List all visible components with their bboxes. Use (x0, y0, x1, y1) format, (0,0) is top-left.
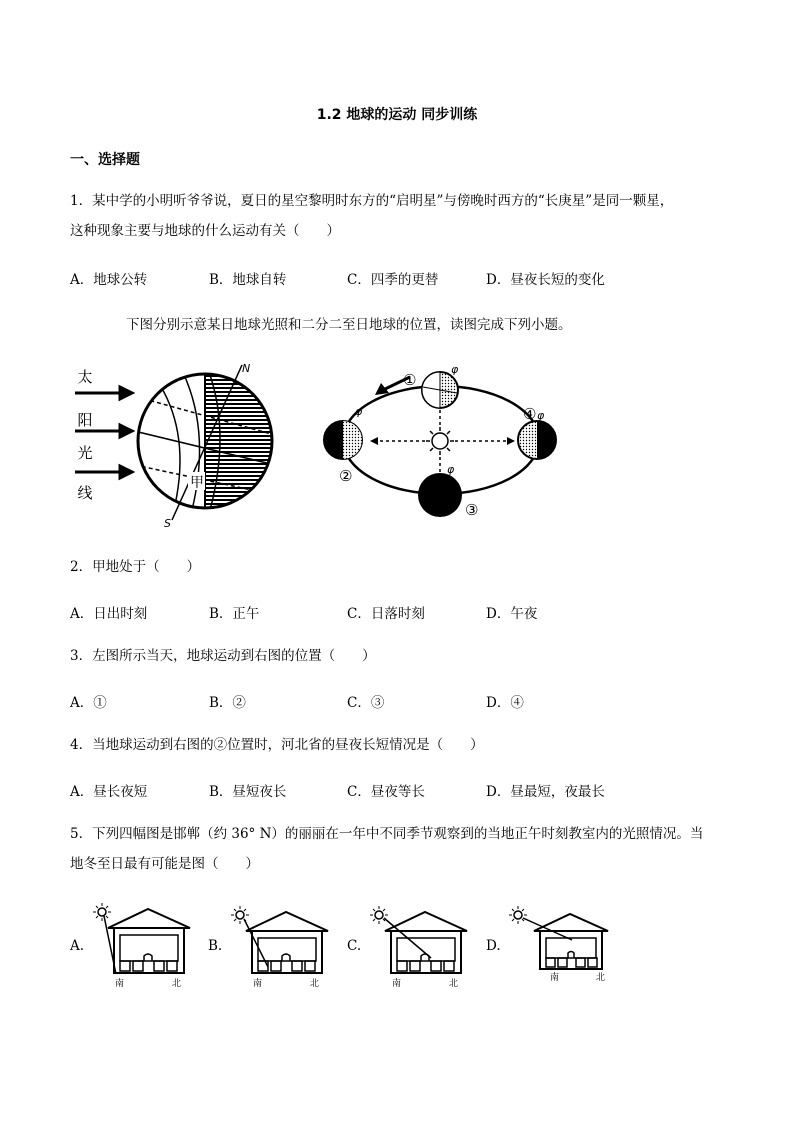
position-label-1: ① (403, 371, 417, 389)
q3-option-c: C．③ (347, 695, 385, 711)
classroom-figure-a (90, 900, 200, 990)
classroom-figure-b (228, 900, 338, 990)
sun-char-2: 阳 (77, 411, 93, 429)
south-pole-label: S (164, 517, 171, 530)
q2-option-a: A．日出时刻 (70, 606, 148, 622)
earth-position-4 (518, 421, 556, 459)
sunlight-arrows (75, 387, 132, 478)
q1-option-d: D．昼夜长短的变化 (486, 272, 605, 288)
earth-position-3 (418, 473, 462, 517)
north-label-b: 北 (310, 979, 320, 989)
globe (130, 365, 285, 525)
section-heading: 一、选择题 (70, 152, 140, 168)
classroom-figure-d (506, 900, 616, 990)
q5-option-b: B. (208, 938, 223, 954)
question-3: 3．左图所示当天，地球运动到右图的位置（ ） (70, 648, 376, 664)
sun-char-1: 太 (77, 368, 93, 386)
q5-option-d: D. (486, 938, 501, 954)
south-label-c: 南 (392, 979, 402, 989)
q1-option-b: B．地球自转 (209, 272, 287, 288)
question-2: 2．甲地处于（ ） (70, 559, 201, 575)
north-label-d: 北 (596, 973, 606, 983)
question-5-line1: 5．下列四幅图是邯郸（约 36° N）的丽丽在一年中不同季节观察到的当地正午时刻教室内的光照情况。当 (70, 826, 704, 842)
axis-symbol-1: φ (451, 363, 459, 376)
q1-option-c: C．四季的更替 (347, 272, 439, 288)
position-label-3: ③ (465, 501, 479, 519)
q3-option-d: D．④ (486, 695, 524, 711)
sun-symbol (426, 427, 454, 455)
axis-symbol-3: φ (447, 463, 455, 476)
q4-option-a: A．昼长夜短 (70, 784, 148, 800)
classroom-figure-c (367, 900, 477, 990)
q2-option-b: B．正午 (209, 606, 260, 622)
q4-option-c: C．昼夜等长 (347, 784, 425, 800)
axis-symbol-2: φ (355, 405, 363, 418)
south-label-b: 南 (253, 979, 263, 989)
q4-option-d: D．昼最短，夜最长 (486, 784, 605, 800)
q3-option-a: A．① (70, 695, 107, 711)
orbit-figure (315, 355, 575, 525)
q2-option-c: C．日落时刻 (347, 606, 425, 622)
sun-char-4: 线 (77, 484, 93, 502)
earth-position-1 (422, 372, 458, 408)
question-1-line2: 这种现象主要与地球的什么运动有关（ ） (70, 223, 340, 239)
north-label-a: 北 (172, 979, 182, 989)
axis-symbol-4: φ (537, 409, 545, 422)
point-jia-label: 甲 (190, 475, 204, 491)
question-5 (70, 823, 730, 875)
q5-option-a: A. (70, 938, 85, 954)
question-1-line1: 1．某中学的小明听爷爷说，夏日的星空黎明时东方的“启明星”与傍晚时西方的“长庚星”是同一颗星， (70, 193, 674, 209)
sun-char-3: 光 (77, 444, 93, 462)
illumination-figure (60, 355, 290, 530)
q1-option-a: A．地球公转 (70, 272, 148, 288)
south-label-d: 南 (550, 973, 560, 983)
q5-option-c: C. (347, 938, 362, 954)
question-5-line2: 地冬至日最有可能是图（ ） (70, 856, 259, 872)
q4-option-b: B．昼短夜长 (209, 784, 287, 800)
earth-position-2 (324, 421, 362, 459)
south-label-a: 南 (115, 979, 125, 989)
question-4: 4．当地球运动到右图的②位置时，河北省的昼夜长短情况是（ ） (70, 737, 484, 753)
north-pole-label: N (242, 362, 251, 375)
page-title: 1.2 地球的运动 同步训练 (316, 107, 478, 123)
position-label-4: ④ (523, 405, 537, 423)
question-1 (70, 190, 730, 242)
figure-intro: 下图分别示意某日地球光照和二分二至日地球的位置，读图完成下列小题。 (126, 317, 572, 333)
q2-option-d: D．午夜 (486, 606, 538, 622)
position-label-2: ② (339, 467, 353, 485)
north-label-c: 北 (449, 979, 459, 989)
q3-option-b: B．② (209, 695, 246, 711)
